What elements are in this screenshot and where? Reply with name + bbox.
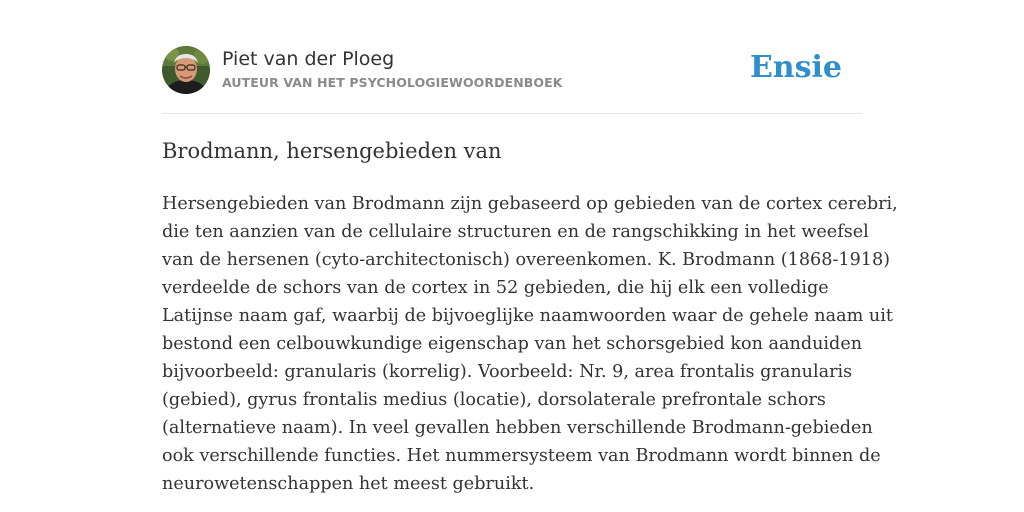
body-line: van de hersenen (cyto-architectonisch) overeenkomen. K. Brodmann (1868-1918) (162, 250, 891, 270)
body-line: ook verschillende functies. Het nummersysteem van Brodmann wordt binnen de (162, 446, 881, 466)
entry-body (162, 190, 898, 498)
entry-title: Brodmann, hersengebieden van (162, 139, 502, 163)
author-photo-icon (162, 46, 210, 94)
body-line: verdeelde de schors van de cortex in 52 gebieden, die hij elk een volledige (162, 278, 829, 298)
body-line: (alternatieve naam). In veel gevallen hebben verschillende Brodmann-gebieden (162, 418, 873, 438)
body-line: (gebied), gyrus frontalis medius (locatie), dorsolaterale prefrontale schors (162, 390, 826, 410)
body-line: bestond een celbouwkundige eigenschap van het schorsgebied kon aanduiden (162, 334, 863, 354)
author-avatar[interactable] (162, 46, 210, 94)
author-header (162, 46, 862, 96)
body-line: bijvoorbeeld: granularis (korrelig). Voorbeeld: Nr. 9, area frontalis granularis (162, 362, 853, 382)
brand-logo[interactable]: Ensie (749, 50, 842, 85)
body-line: die ten aanzien van de cellulaire structuren en de rangschikking in het weefsel (162, 222, 869, 242)
body-line: neurowetenschappen het meest gebruikt. (162, 474, 535, 494)
body-line: Latijnse naam gaf, waarbij de bijvoeglijke naamwoorden waar de gehele naam uit (162, 306, 893, 326)
body-line: Hersengebieden van Brodmann zijn gebaseerd op gebieden van de cortex cerebri, (162, 194, 898, 214)
author-name[interactable]: Piet van der Ploeg (222, 48, 395, 70)
header-divider (162, 113, 862, 114)
author-role: AUTEUR VAN HET PSYCHOLOGIEWOORDENBOEK (222, 75, 563, 90)
